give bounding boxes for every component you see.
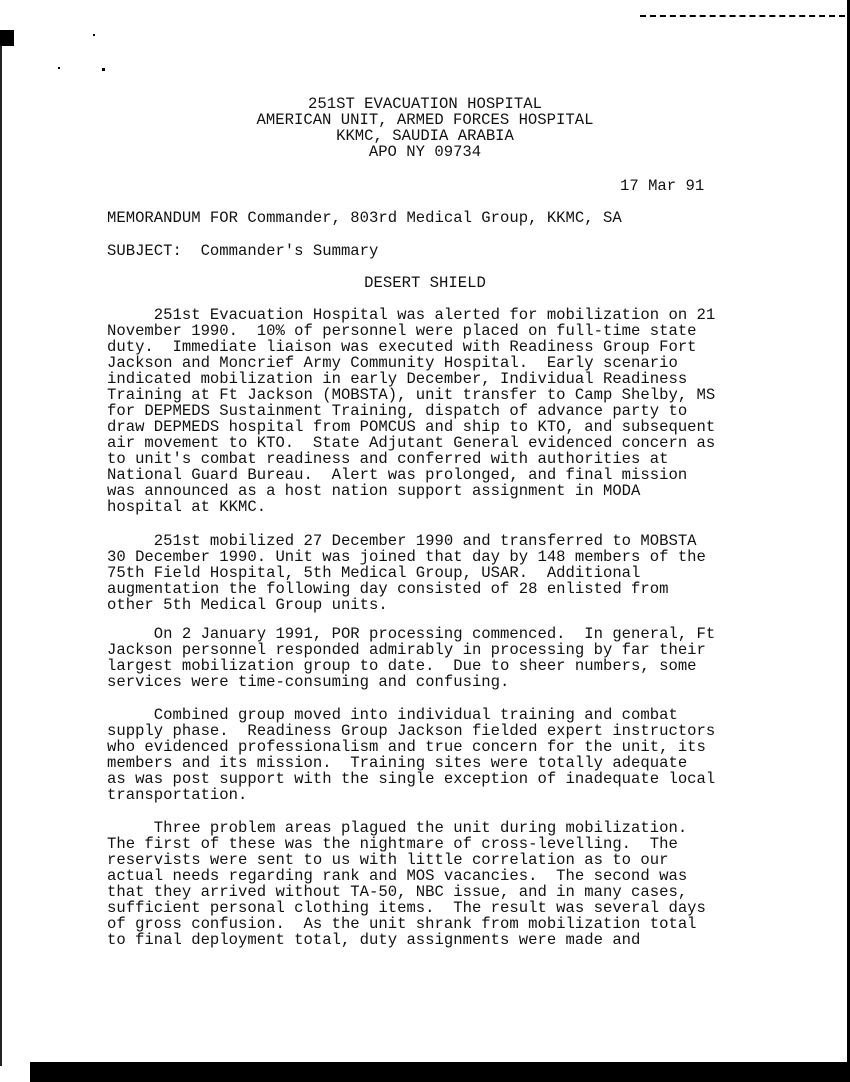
paragraph-line: Training at Ft Jackson (MOBSTA), unit transfer to Camp Shelby, MS: [107, 386, 716, 404]
paragraph-line: hospital at KKMC.: [107, 498, 267, 516]
paragraph-line: Three problem areas plagued the unit during mobilization.: [107, 819, 688, 837]
paragraph-line: members and its mission. Training sites were totally adequate: [107, 754, 688, 772]
section-title: DESERT SHIELD: [364, 274, 486, 292]
paragraph-line: as was post support with the single exception of inadequate local: [107, 770, 716, 788]
paragraph-line: augmentation the following day consisted of 28 enlisted from: [107, 580, 669, 598]
paragraph-line: for DEPMEDS Sustainment Training, dispatch of advance party to: [107, 402, 688, 420]
paragraph: [107, 820, 706, 948]
paragraph-line: On 2 January 1991, POR processing commenced. In general, Ft: [107, 625, 716, 643]
paragraph-line: Jackson personnel responded admirably in processing by far their: [107, 641, 706, 659]
paragraph-line: duty. Immediate liaison was executed with Readiness Group Fort: [107, 338, 697, 356]
paragraph-line: services were time-consuming and confusing.: [107, 673, 510, 691]
paragraph-line: 251st mobilized 27 December 1990 and transferred to MOBSTA: [107, 532, 697, 550]
paragraph-line: was announced as a host nation support assignment in MODA: [107, 482, 641, 500]
subject-line: SUBJECT: Commander's Summary: [107, 242, 379, 260]
memo-date: 17 Mar 91: [620, 177, 705, 195]
speck: [102, 68, 105, 71]
paragraph-line: of gross confusion. As the unit shrank from mobilization total: [107, 915, 697, 933]
paragraph-line: reservists were sent to us with little correlation as to our: [107, 851, 669, 869]
paragraph: [107, 626, 715, 690]
paragraph-line: draw DEPMEDS hospital from POMCUS and ship to KTO, and subsequent: [107, 418, 716, 436]
speck: [93, 34, 95, 36]
paragraph: [107, 707, 715, 803]
scan-artifact-top: [640, 15, 845, 17]
letterhead-line: AMERICAN UNIT, ARMED FORCES HOSPITAL: [256, 111, 594, 129]
paragraph-line: 251st Evacuation Hospital was alerted for mobilization on 21: [107, 306, 716, 324]
paragraph-line: November 1990. 10% of personnel were placed on full-time state: [107, 322, 697, 340]
paragraph-line: The first of these was the nightmare of cross-levelling. The: [107, 835, 678, 853]
paragraph-line: indicated mobilization in early December, Individual Readiness: [107, 370, 688, 388]
scan-artifact-bottom: [30, 1062, 850, 1082]
paragraph-line: 75th Field Hospital, 5th Medical Group, USAR. Additional: [107, 564, 641, 582]
paragraph-line: Combined group moved into individual training and combat: [107, 706, 678, 724]
paragraph-line: Jackson and Moncrief Army Community Hospital. Early scenario: [107, 354, 678, 372]
paragraph-line: who evidenced professionalism and true concern for the unit, its: [107, 738, 706, 756]
paragraph-line: actual needs regarding rank and MOS vacancies. The second was: [107, 867, 688, 885]
paragraph-line: sufficient personal clothing items. The result was several days: [107, 899, 706, 917]
paragraph-line: to unit's combat readiness and conferred with authorities at: [107, 450, 669, 468]
paragraph-line: other 5th Medical Group units.: [107, 596, 388, 614]
paragraph-line: largest mobilization group to date. Due to sheer numbers, some: [107, 657, 697, 675]
paragraph-line: supply phase. Readiness Group Jackson fielded expert instructors: [107, 722, 716, 740]
paragraph: [107, 307, 715, 515]
paragraph-line: to final deployment total, duty assignments were made and: [107, 931, 641, 949]
memorandum-for: MEMORANDUM FOR Commander, 803rd Medical Group, KKMC, SA: [107, 209, 622, 227]
scan-artifact-left-mark: [0, 30, 14, 46]
letterhead-line: APO NY 09734: [368, 143, 482, 161]
paragraph-line: National Guard Bureau. Alert was prolonged, and final mission: [107, 466, 688, 484]
speck: [58, 67, 60, 69]
paragraph-line: 30 December 1990. Unit was joined that day by 148 members of the: [107, 548, 706, 566]
letterhead-line: KKMC, SAUDIA ARABIA: [336, 127, 514, 145]
letterhead-line: 251ST EVACUATION HOSPITAL: [308, 95, 542, 113]
paragraph: [107, 533, 706, 613]
paragraph-line: that they arrived without TA-50, NBC issue, and in many cases,: [107, 883, 688, 901]
paragraph-line: air movement to KTO. State Adjutant General evidenced concern as: [107, 434, 716, 452]
scan-artifact-left-edge: [0, 46, 2, 1066]
paragraph-line: transportation.: [107, 786, 248, 804]
